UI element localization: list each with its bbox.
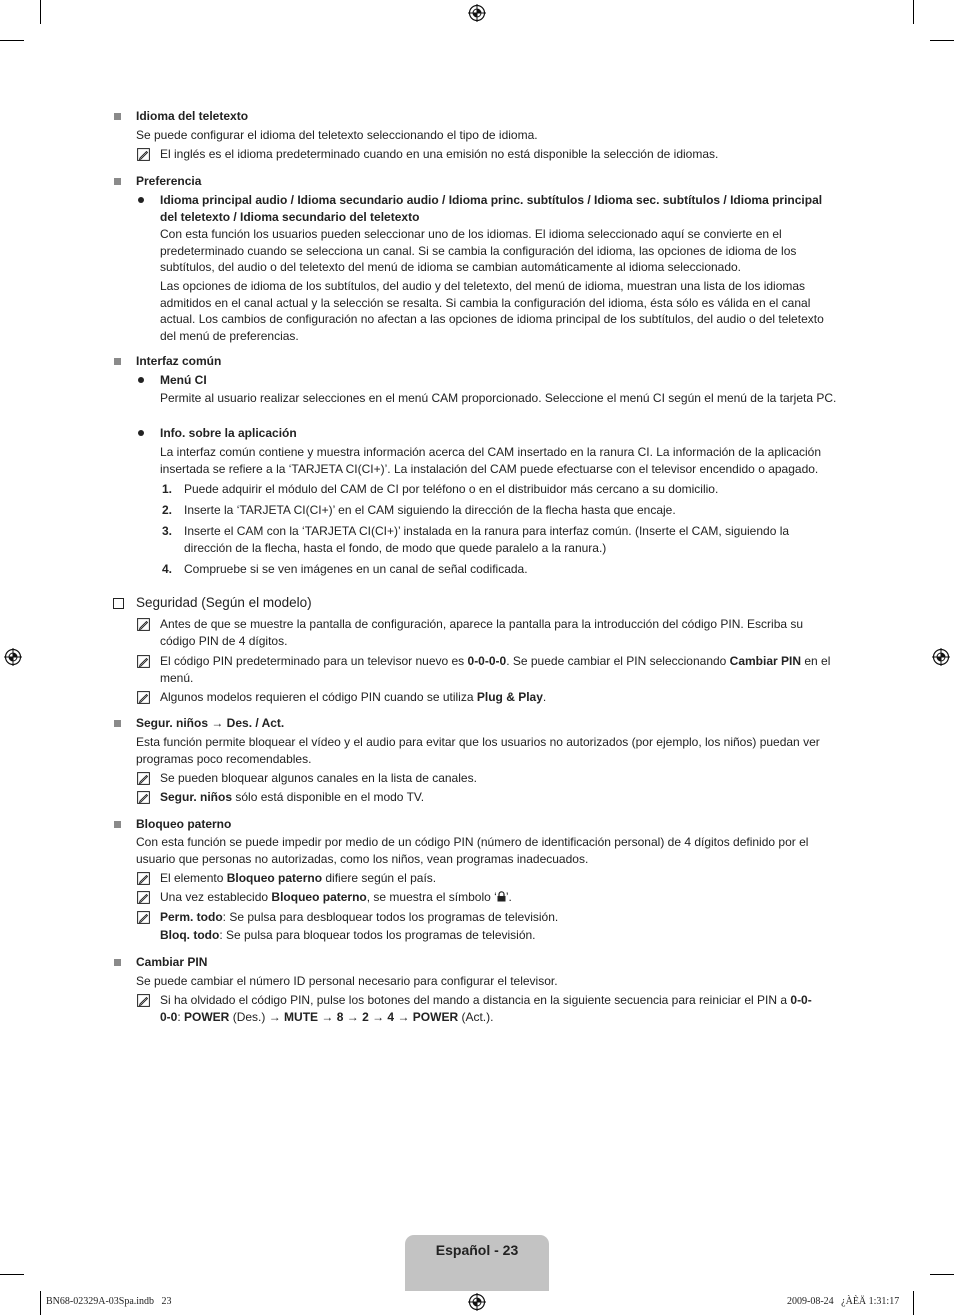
note-icon	[137, 791, 150, 804]
bullet-dot-icon	[138, 430, 144, 436]
bullet-title: Info. sobre la aplicación	[160, 426, 297, 440]
note-icon	[137, 691, 150, 704]
registration-mark-icon	[468, 4, 486, 22]
section-body: Se puede configurar el idioma del teletexto seleccionando el tipo de idioma.	[136, 128, 538, 142]
section-heading: Preferencia	[136, 174, 202, 188]
note-text: El inglés es el idioma predeterminado cuando en una emisión no está disponible la selección de idiomas.	[160, 147, 719, 161]
subsection-title: Seguridad (Según el modelo)	[136, 595, 312, 610]
note-icon	[137, 148, 150, 161]
note-icon	[137, 891, 150, 904]
note-text: El código PIN predeterminado para un televisor nuevo es 0-0-0-0. Se puede cambiar el PIN seleccionando Cambiar PIN en el menú.	[160, 654, 831, 685]
checkbox-icon	[113, 598, 124, 609]
crop-mark	[40, 1291, 41, 1315]
crop-mark	[40, 0, 41, 24]
crop-mark	[0, 40, 24, 41]
registration-mark-icon	[4, 648, 22, 666]
note-text: Bloq. todo: Se pulsa para bloquear todos los programas de televisión.	[160, 928, 536, 942]
page-number: Español - 23	[435, 1242, 519, 1258]
section-body: Se puede cambiar el número ID personal necesario para configurar el televisor.	[136, 974, 558, 988]
paragraph: La interfaz común contiene y muestra información acerca del CAM insertado en la ranura CI. La información de la aplicación insertada se refiere a la ‘TARJETA CI(CI+)’. La instalación del CAM puede efectuarse con el televisor encendido o apagado.	[160, 445, 822, 476]
square-bullet-icon	[114, 113, 121, 120]
square-bullet-icon	[114, 959, 121, 966]
file-name: BN68-02329A-03Spa.indb 23	[46, 1296, 172, 1307]
section-heading: Idioma del teletexto	[136, 109, 249, 123]
paragraph: Las opciones de idioma de los subtítulos, del audio y del teletexto, del menú de idioma, muestran una lista de los idiomas admitidos en el canal actual y la selección se resalta. Si cambia la configuración del idioma, ésta sólo es válida en el canal actual. Los cambios de configuración no afectan a las opciones de idioma principal de los subtítulos, del audio o del teletexto del menú de preferencias.	[160, 279, 824, 343]
square-bullet-icon	[114, 720, 121, 727]
note-text: El elemento Bloqueo paterno difiere según el país.	[160, 871, 437, 885]
note-text: Si ha olvidado el código PIN, pulse los botones del mando a distancia en la siguiente secuencia para reiniciar el PIN a 0-0-0-0: POWER (Des.) → MUTE → 8 → 2 → 4 → POWER (Act.).	[160, 993, 812, 1024]
note-text: Antes de que se muestre la pantalla de configuración, aparece la pantalla para la introducción del código PIN. Escriba su código PIN de 4 dígitos.	[160, 617, 804, 648]
note-text: Algunos modelos requieren el código PIN cuando se utiliza Plug & Play.	[160, 690, 547, 704]
bullet-title: Idioma principal audio / Idioma secundario audio / Idioma princ. subtítulos / Idioma sec. subtítulos / Idioma principal del teletexto / Idioma secundario del teletexto	[160, 193, 823, 224]
bullet-dot-icon	[138, 197, 144, 203]
paragraph: Con esta función los usuarios pueden seleccionar uno de los idiomas. El idioma seleccionado aquí se convierte en el predeterminado cuando se selecciona un canal. Si se cambia la configuración del idioma, las opciones de idioma de los subtítulos, del audio o del teletexto del menú de idioma se cambian automáticamente al idioma seleccionado.	[160, 227, 797, 274]
crop-mark	[913, 0, 914, 24]
print-timestamp: 2009-08-24 ¿ÀÈÄ 1:31:17	[787, 1296, 900, 1307]
square-bullet-icon	[114, 821, 121, 828]
step-text: Inserte la ‘TARJETA CI(CI+)’ en el CAM siguiendo la dirección de la flecha hasta que encaje.	[184, 503, 676, 517]
step-number: 4.	[162, 562, 173, 576]
crop-mark	[930, 40, 954, 41]
square-bullet-icon	[114, 178, 121, 185]
note-icon	[137, 911, 150, 924]
step-text: Inserte el CAM con la ‘TARJETA CI(CI+)’ instalada en la ranura para interfaz común. (Inserte el CAM, siguiendo la dirección de la flecha, hasta el fondo, de modo que quede paralelo a la ranura.)	[184, 524, 790, 555]
step-number: 3.	[162, 524, 173, 538]
crop-mark	[930, 1274, 954, 1275]
note-text: Perm. todo: Se pulsa para desbloquear todos los programas de televisión.	[160, 910, 559, 924]
bullet-dot-icon	[138, 377, 144, 383]
note-icon	[137, 655, 150, 668]
bullet-title: Menú CI	[160, 373, 207, 387]
crop-mark	[913, 1291, 914, 1315]
step-number: 2.	[162, 503, 173, 517]
note-icon	[137, 872, 150, 885]
note-icon	[137, 994, 150, 1007]
note-text: Se pueden bloquear algunos canales en la lista de canales.	[160, 771, 477, 785]
note-icon	[137, 618, 150, 631]
registration-mark-icon	[468, 1293, 486, 1311]
note-icon	[137, 772, 150, 785]
note-text: Segur. niños sólo está disponible en el modo TV.	[160, 790, 425, 804]
note-text: Una vez establecido Bloqueo paterno, se muestra el símbolo ‘ ’.	[160, 890, 512, 904]
step-text: Compruebe si se ven imágenes en un canal de señal codificada.	[184, 562, 528, 576]
section-body: Con esta función se puede impedir por medio de un código PIN (número de identificación personal) de 4 dígitos definido por el usuario que personas no autorizadas, como los niños, vean programas inadecuados.	[136, 835, 809, 866]
registration-mark-icon	[932, 648, 950, 666]
section-heading: Segur. niños → Des. / Act.	[136, 716, 285, 730]
lock-icon	[497, 891, 506, 902]
crop-mark	[0, 1274, 24, 1275]
square-bullet-icon	[114, 358, 121, 365]
section-heading: Interfaz común	[136, 354, 222, 368]
step-number: 1.	[162, 482, 173, 496]
section-body: Esta función permite bloquear el vídeo y el audio para evitar que los usuarios no autorizados (por ejemplo, los niños) puedan ver programas poco recomendables.	[136, 735, 820, 766]
section-heading: Cambiar PIN	[136, 955, 208, 969]
section-heading: Bloqueo paterno	[136, 817, 232, 831]
step-text: Puede adquirir el módulo del CAM de CI por teléfono o en el distribuidor más cercano a su domicilio.	[184, 482, 719, 496]
paragraph: Permite al usuario realizar selecciones en el menú CAM proporcionado. Seleccione el menú CI según el menú de la tarjeta PC.	[160, 391, 837, 405]
